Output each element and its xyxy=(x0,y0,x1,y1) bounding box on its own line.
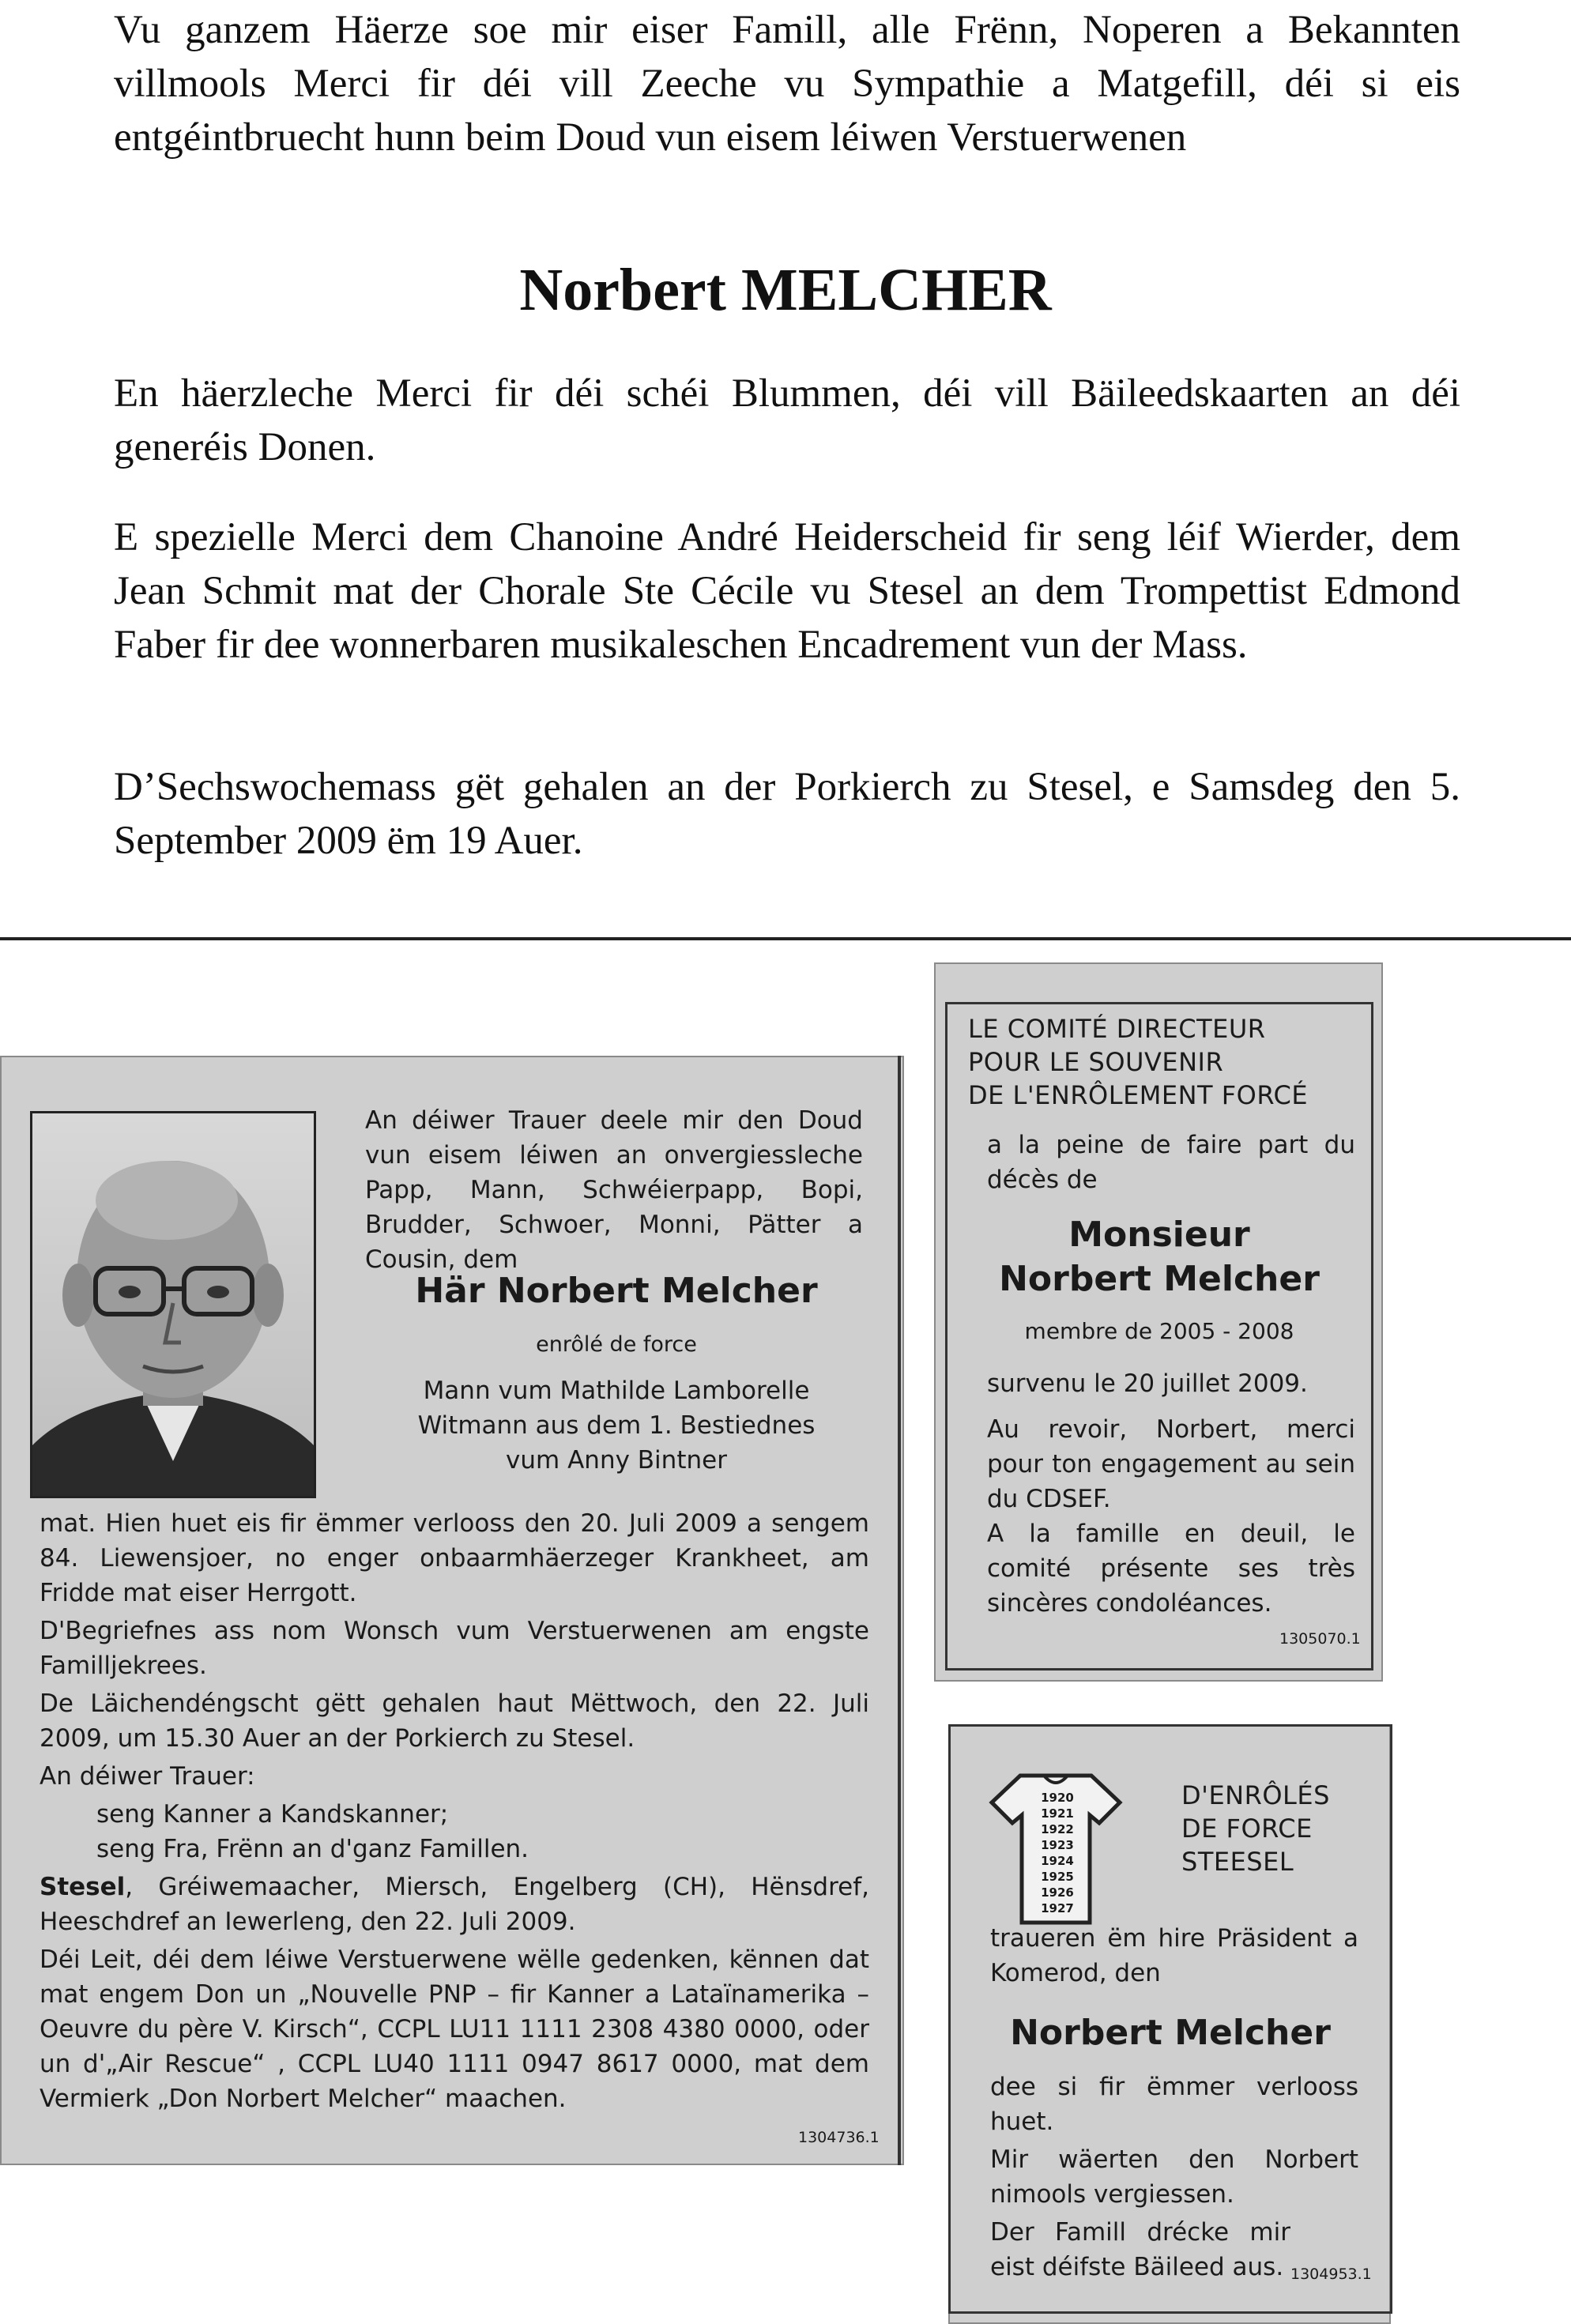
year-item: 1925 xyxy=(1041,1870,1074,1884)
comite-member: membre de 2005 - 2008 xyxy=(1024,1318,1294,1344)
spouse-line-3: vum Anny Bintner xyxy=(506,1446,727,1475)
enroles-org-line-1: D'ENRÔLÉS xyxy=(1181,1780,1330,1810)
spouse-info xyxy=(316,1373,917,1478)
portrait-photo xyxy=(30,1111,316,1498)
comite-died: survenu le 20 juillet 2009. xyxy=(987,1369,1308,1398)
enroles-org-line-2: DE FORCE xyxy=(1181,1814,1313,1844)
death-notice-body-2: D'Begriefnes ass nom Wonsch vum Verstuerwenen am engste Familljekrees. xyxy=(40,1617,869,1680)
thank-you-paragraph-3: E spezielle Merci dem Chanoine André Heiderscheid fir seng léif Wierder, dem Jean Schmit mat der Chorale Ste Cécile vu Stesel an dem Trompettist Edmond Faber fir dee wonnerbaren musikaleschen Encadrement vun der Mass. xyxy=(114,515,1460,667)
comite-paragraph-2: A la famille en deuil, le comité présente ses très sincères condoléances. xyxy=(987,1520,1355,1618)
death-notice-intro: An déiwer Trauer deele mir den Doud vun eisem léiwen an onvergiessleche Papp, Mann, Schwéierpapp, Bopi, Brudder, Schwoer, Monni, Pätter a Cousin, dem xyxy=(365,1106,863,1274)
year-item: 1927 xyxy=(1041,1901,1074,1915)
comite-name: Norbert Melcher xyxy=(999,1259,1320,1299)
enroles-ref: 1304953.1 xyxy=(1290,2266,1372,2283)
enrole-de-force-label: enrôlé de force xyxy=(536,1332,697,1357)
year-item: 1920 xyxy=(1041,1791,1074,1805)
enroles-paragraph-2: Mir wäerten den Norbert nimools vergiessen. xyxy=(990,2145,1358,2209)
year-item: 1926 xyxy=(1041,1885,1074,1900)
section-divider xyxy=(0,937,1571,940)
thank-you-paragraph-1: Vu ganzem Häerze soe mir eiser Famill, alle Frënn, Noperen a Bekannten villmools Merci fir déi vill Zeeche vu Sympathie a Matgefill, déi si eis entgéintbruecht hunn beim Doud vun eisem léiwen Verstuerwenen xyxy=(114,8,1460,160)
comite-intro: a la peine de faire part du décès de xyxy=(987,1131,1355,1194)
place-date xyxy=(40,1870,869,1939)
year-item: 1924 xyxy=(1041,1854,1074,1868)
spouse-line-1: Mann vum Mathilde Lamborelle xyxy=(423,1377,810,1405)
thank-you-paragraph-4: D’Sechswochemass gët gehalen an der Porkierch zu Stesel, e Samsdeg den 5. September 2009 ëm 19 Auer. xyxy=(114,765,1460,863)
portrait-image xyxy=(32,1113,314,1496)
death-notice-body-3: De Läichendéngscht gëtt gehalen haut Mëttwoch, den 22. Juli 2009, um 15.30 Auer an der Porkierch zu Stesel. xyxy=(40,1689,869,1753)
enroles-name: Norbert Melcher xyxy=(1010,2013,1331,2053)
mourners-line-2: seng Fra, Frënn an d'ganz Famillen. xyxy=(96,1835,529,1863)
years-list xyxy=(1030,1790,1085,1916)
comite-org-line-1: LE COMITÉ DIRECTEUR xyxy=(968,1014,1266,1044)
year-item: 1923 xyxy=(1041,1838,1074,1852)
comite-paragraph-1: Au revoir, Norbert, merci pour ton engagement au sein du CDSEF. xyxy=(987,1415,1355,1513)
year-item: 1922 xyxy=(1041,1822,1074,1836)
death-notice-body-1: mat. Hien huet eis fir ëmmer verlooss den 20. Juli 2009 a sengem 84. Liewensjoer, no enger onbaarmhäerzeger Krankheet, am Fridde mat eiser Herrgott. xyxy=(40,1509,869,1607)
spouse-line-2: Witmann aus dem 1. Bestiednes xyxy=(417,1411,816,1440)
death-notice-clipping xyxy=(0,1056,904,2165)
comite-org xyxy=(968,1012,1363,1112)
donation-text: Déi Leit, déi dem léiwe Verstuerwene wëlle gedenken, kënnen dat mat engem Don un „Nouvelle PNP – fir Kanner a Lataïnamerika – Oeuvre du père V. Kirsch“, CCPL LU11 1111 2308 4380 0000, oder un d'„Air Rescue“ , CCPL LU40 1111 0947 8617 0000, mat dem Vermierk „Don Norbert Melcher“ maachen. xyxy=(40,1945,869,2113)
enroles-notice-frame xyxy=(948,1724,1392,2314)
comite-notice-frame xyxy=(945,1002,1373,1670)
death-notice-ref: 1304736.1 xyxy=(798,2129,880,2146)
comite-ref: 1305070.1 xyxy=(1279,1630,1361,1648)
comite-notice-clipping xyxy=(934,962,1383,1682)
enroles-org xyxy=(1181,1779,1379,1878)
enroles-paragraph-1: dee si fir ëmmer verlooss huet. xyxy=(990,2073,1358,2136)
comite-org-line-3: DE L'ENRÔLEMENT FORCÉ xyxy=(968,1080,1309,1110)
enroles-paragraph-3: Der Famill drécke mir eist déifste Bäileed aus. xyxy=(990,2218,1290,2281)
deceased-name-heading: Norbert MELCHER xyxy=(519,257,1052,323)
comite-title: Monsieur xyxy=(1068,1215,1250,1255)
mourners-label: An déiwer Trauer: xyxy=(40,1762,255,1791)
enroles-notice-clipping xyxy=(948,1724,1391,2324)
mourners-line-1: seng Kanner a Kandskanner; xyxy=(96,1800,449,1829)
death-notice-name: Här Norbert Melcher xyxy=(415,1271,818,1311)
death-notice-body xyxy=(40,1506,869,2119)
enroles-org-line-3: STEESEL xyxy=(1181,1847,1294,1877)
comite-org-line-2: POUR LE SOUVENIR xyxy=(968,1047,1224,1077)
year-item: 1921 xyxy=(1041,1806,1074,1821)
place-bold: Stesel xyxy=(40,1873,126,1901)
place-rest: , Gréiwemaacher, Miersch, Engelberg (CH), Hënsdref, Heeschdref an Iewerleng, den 22. Juli 2009. xyxy=(40,1873,869,1936)
thank-you-paragraph-2: En häerzleche Merci fir déi schéi Blummen, déi vill Bäileedskaarten an déi generéis Donen. xyxy=(114,371,1460,469)
enroles-intro: traueren ëm hire Präsident a Komerod, den xyxy=(990,1924,1358,1987)
